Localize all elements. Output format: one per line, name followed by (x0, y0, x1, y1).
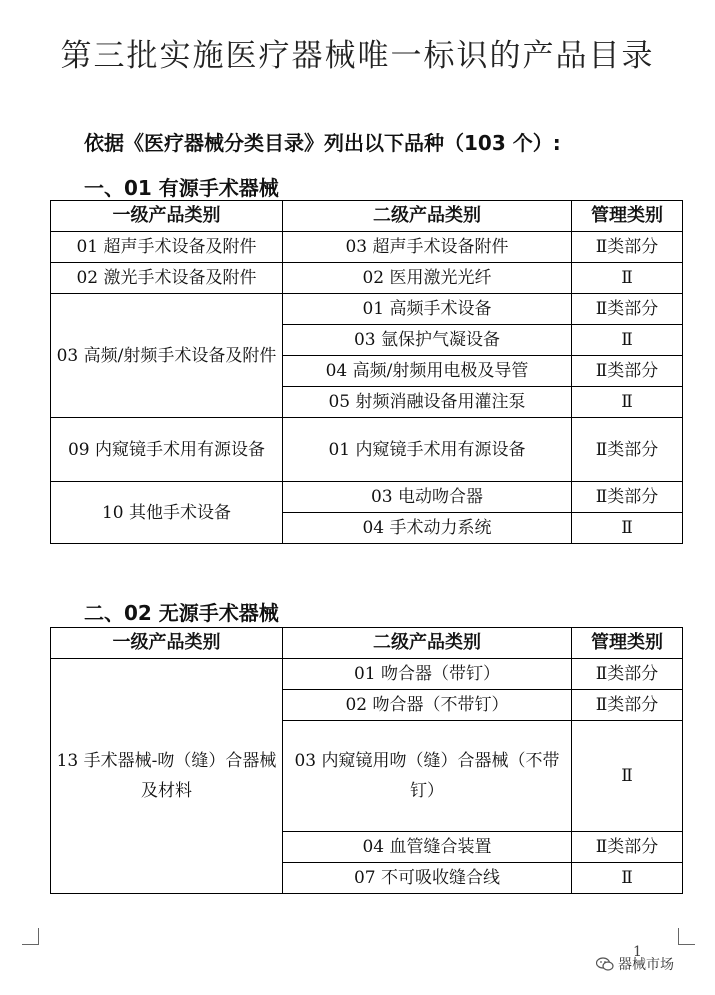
header-mgmt: 管理类别 (572, 628, 683, 659)
mgmt-cell: Ⅱ (572, 863, 683, 894)
table-header-row (51, 628, 683, 659)
header-level1: 一级产品类别 (51, 628, 283, 659)
level2-cell: 04 血管缝合装置 (283, 832, 572, 863)
level1-cell: 02 激光手术设备及附件 (51, 263, 283, 294)
watermark-text: 器械市场 (618, 957, 674, 973)
level2-cell: 03 超声手术设备附件 (283, 232, 572, 263)
level2-cell: 03 氩保护气凝设备 (283, 325, 572, 356)
level1-cell: 03 高频/射频手术设备及附件 (51, 294, 283, 418)
level2-cell: 02 医用激光光纤 (283, 263, 572, 294)
page-number: 1 (633, 944, 642, 960)
table-row (51, 659, 683, 690)
mgmt-cell: Ⅱ (572, 387, 683, 418)
level2-cell: 03 电动吻合器 (283, 482, 572, 513)
mgmt-cell: Ⅱ类部分 (572, 482, 683, 513)
active-surgical-table (50, 200, 683, 544)
level2-cell: 01 吻合器（带钉） (283, 659, 572, 690)
level2-cell: 03 内窥镜用吻（缝）合器械（不带钉） (283, 721, 572, 832)
mgmt-cell: Ⅱ (572, 263, 683, 294)
level2-cell: 02 吻合器（不带钉） (283, 690, 572, 721)
level2-cell: 05 射频消融设备用灌注泵 (283, 387, 572, 418)
table-row (51, 294, 683, 325)
level1-cell: 10 其他手术设备 (51, 482, 283, 544)
level1-cell: 09 内窥镜手术用有源设备 (51, 418, 283, 482)
mgmt-cell: Ⅱ类部分 (572, 232, 683, 263)
header-level2: 二级产品类别 (283, 628, 572, 659)
level1-cell: 01 超声手术设备及附件 (51, 232, 283, 263)
header-level1: 一级产品类别 (51, 201, 283, 232)
table-row (51, 418, 683, 482)
table-row (51, 482, 683, 513)
header-level2: 二级产品类别 (283, 201, 572, 232)
level1-cell: 13 手术器械-吻（缝）合器械及材料 (51, 659, 283, 894)
passive-surgical-table (50, 627, 683, 894)
level2-cell: 01 高频手术设备 (283, 294, 572, 325)
mgmt-cell: Ⅱ (572, 721, 683, 832)
table-header-row (51, 201, 683, 232)
crop-mark-left (22, 928, 39, 945)
mgmt-cell: Ⅱ类部分 (572, 418, 683, 482)
mgmt-cell: Ⅱ类部分 (572, 832, 683, 863)
mgmt-cell: Ⅱ类部分 (572, 659, 683, 690)
wechat-icon (596, 957, 614, 971)
level2-cell: 04 高频/射频用电极及导管 (283, 356, 572, 387)
table-row (51, 232, 683, 263)
level2-cell: 04 手术动力系统 (283, 513, 572, 544)
section-heading-passive: 二、02 无源手术器械 (84, 601, 279, 625)
level2-cell: 01 内窥镜手术用有源设备 (283, 418, 572, 482)
section-heading-active: 一、01 有源手术器械 (84, 176, 279, 200)
intro-text: 依据《医疗器械分类目录》列出以下品种（103 个）: (84, 131, 561, 155)
header-mgmt: 管理类别 (572, 201, 683, 232)
document-title: 第三批实施医疗器械唯一标识的产品目录 (60, 38, 655, 74)
level2-cell: 07 不可吸收缝合线 (283, 863, 572, 894)
mgmt-cell: Ⅱ (572, 513, 683, 544)
mgmt-cell: Ⅱ类部分 (572, 294, 683, 325)
watermark (596, 954, 674, 974)
mgmt-cell: Ⅱ (572, 325, 683, 356)
mgmt-cell: Ⅱ类部分 (572, 690, 683, 721)
table-row (51, 263, 683, 294)
crop-mark-right (678, 928, 695, 945)
mgmt-cell: Ⅱ类部分 (572, 356, 683, 387)
